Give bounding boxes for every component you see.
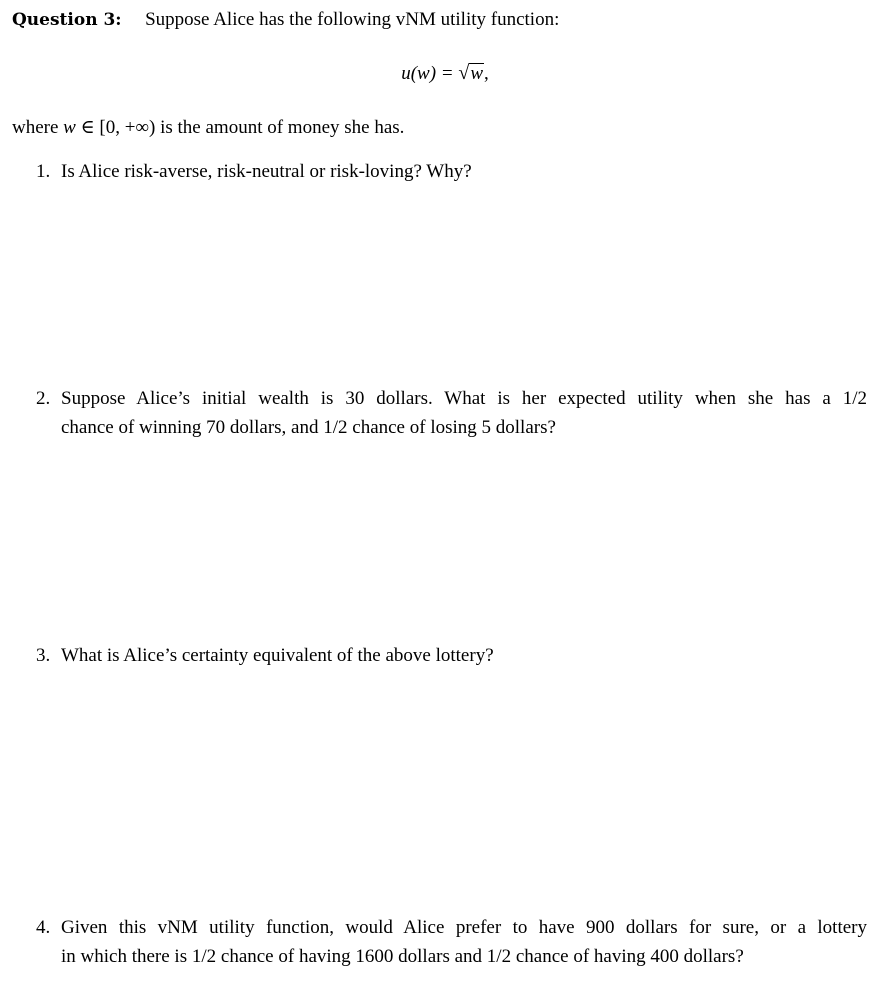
where-var: w [63,117,76,138]
radical-sign: √ [458,62,470,84]
item-text: Suppose Alice’s initial wealth is 30 dollars. What is her expected utility when she has a 1/2 [61,388,867,409]
item-text: Given this vNM utility function, would Alice prefer to have 900 dollars for sure, or a lottery [61,917,867,938]
where-suffix: is the amount of money she has. [160,117,405,138]
item-number: 1. [36,161,51,182]
where-line [12,116,404,140]
radicand: w [470,63,484,84]
item-text: Is Alice risk-averse, risk-neutral or risk-loving? Why? [61,161,472,182]
item-text: chance of winning 70 dollars, and 1/2 chance of losing 5 dollars? [61,417,556,438]
equation-lhs: u(w) = [401,63,459,84]
sqrt-symbol [458,61,484,86]
item-number: 2. [36,388,51,409]
item-number: 4. [36,917,51,938]
where-prefix: where [12,117,64,138]
question-intro: Suppose Alice has the following vNM utility function: [145,9,560,30]
equation-trail: , [484,63,489,84]
item-number: 3. [36,645,51,666]
question-label: Question 3: [12,10,122,30]
item-text: in which there is 1/2 chance of having 1600 dollars and 1/2 chance of having 400 dollars? [61,946,744,967]
where-set: ∈ [0, +∞) [75,117,161,138]
question-header [12,8,559,32]
item-text: What is Alice’s certainty equivalent of the above lottery? [61,645,494,666]
utility-equation [0,61,890,86]
